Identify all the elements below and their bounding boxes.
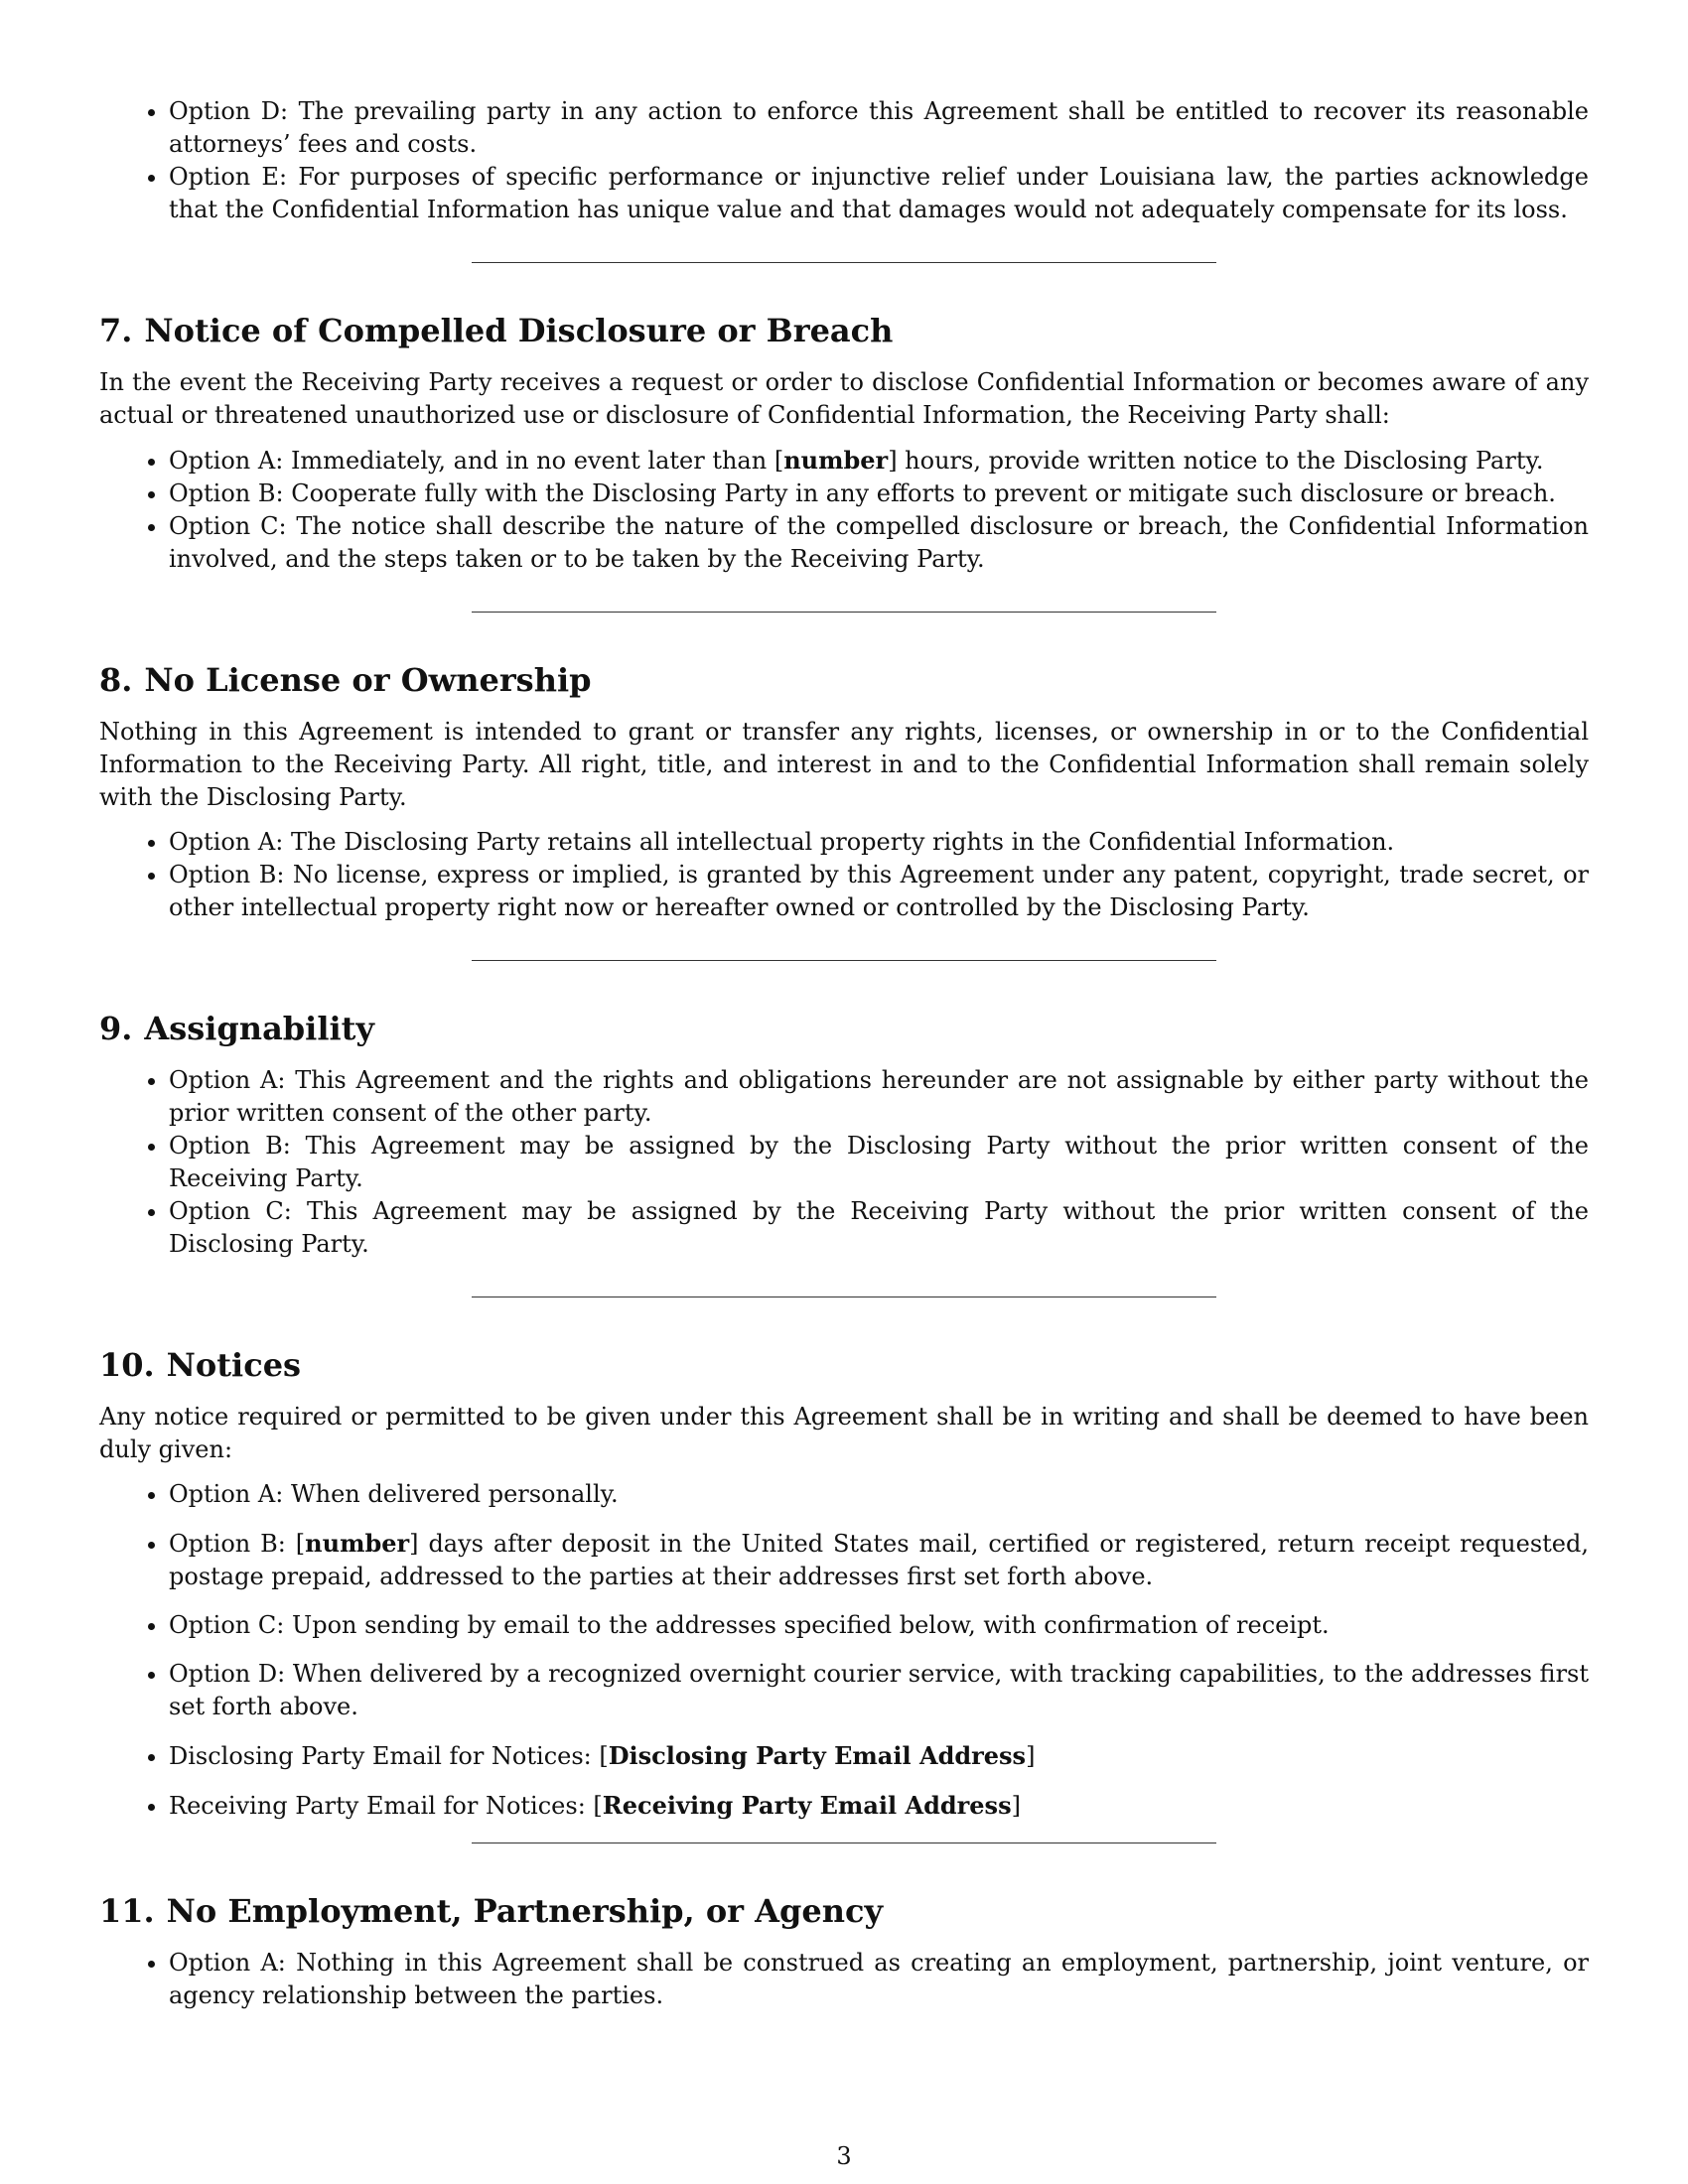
list-item: • Option A: Immediately, and in no event later than [number] hours, provide written notice to the Disclosing Party. <box>169 444 1589 478</box>
list-item: • Option A: When delivered personally. <box>169 1478 1589 1511</box>
section-title: Notices <box>166 1346 302 1384</box>
section-divider <box>472 960 1216 961</box>
list-item: • Disclosing Party Email for Notices: [Disclosing Party Email Address] <box>169 1739 1589 1773</box>
section-8-options-list <box>99 826 1589 924</box>
section-10-intro: Any notice required or permitted to be given under this Agreement shall be in writing and shall be deemed to have been duly given: <box>99 1403 1589 1463</box>
section-number: 8. <box>99 661 133 699</box>
page-number: 3 <box>836 2142 852 2170</box>
section-6-options-list <box>99 95 1589 226</box>
list-item: • Option A: Nothing in this Agreement shall be construed as creating an employment, partnership, joint venture, or agency relationship between the parties. <box>169 1947 1589 2012</box>
section-8-intro: Nothing in this Agreement is intended to grant or transfer any rights, licenses, or ownership in or to the Confidential Information to the Receiving Party. All right, title, and interest in and to the Confidential Information shall remain solely with the Disclosing Party. <box>99 718 1589 811</box>
section-divider <box>472 262 1216 263</box>
section-9-heading <box>99 1009 1589 1048</box>
section-title: No Employment, Partnership, or Agency <box>166 1892 884 1930</box>
section-10-heading <box>99 1345 1589 1385</box>
section-title: No License or Ownership <box>144 661 592 699</box>
section-divider <box>472 612 1216 613</box>
section-number: 7. <box>99 312 133 349</box>
document-page <box>99 95 1589 2012</box>
list-item: • Option A: This Agreement and the rights and obligations hereunder are not assignable by either party without the prior written consent of the other party. <box>169 1064 1589 1130</box>
list-item: • Option B: This Agreement may be assigned by the Disclosing Party without the prior written consent of the Receiving Party. <box>169 1130 1589 1195</box>
section-7-options-list <box>99 444 1589 576</box>
placeholder-number: number <box>305 1529 410 1558</box>
list-item: • Option B: No license, express or implied, is granted by this Agreement under any patent, copyright, trade secret, or other intellectual property right now or hereafter owned or controlled by the Disclosing Party. <box>169 859 1589 924</box>
section-11-heading <box>99 1891 1589 1931</box>
section-title: Notice of Compelled Disclosure or Breach <box>144 312 894 349</box>
list-item: • Option B: Cooperate fully with the Disclosing Party in any efforts to prevent or mitigate such disclosure or breach. <box>169 478 1589 510</box>
section-title: Assignability <box>144 1010 375 1047</box>
list-item: • Option A: The Disclosing Party retains all intellectual property rights in the Confidential Information. <box>169 826 1589 859</box>
placeholder-disclosing-email: Disclosing Party Email Address <box>608 1741 1027 1770</box>
section-9-options-list <box>99 1064 1589 1261</box>
list-item: • Receiving Party Email for Notices: [Receiving Party Email Address] <box>169 1789 1589 1823</box>
list-item: • Option E: For purposes of specific performance or injunctive relief under Louisiana law, the parties acknowledge that the Confidential Information has unique value and that damages would not adequately compensate for its loss. <box>169 161 1589 226</box>
placeholder-number: number <box>783 446 889 475</box>
section-11-options-list <box>99 1947 1589 2012</box>
list-item: • Option C: The notice shall describe the nature of the compelled disclosure or breach, the Confidential Information involved, and the steps taken or to be taken by the Receiving Party. <box>169 510 1589 576</box>
list-item: • Option C: This Agreement may be assigned by the Receiving Party without the prior written consent of the Disclosing Party. <box>169 1195 1589 1261</box>
placeholder-receiving-email: Receiving Party Email Address <box>602 1791 1012 1820</box>
section-number: 11. <box>99 1892 155 1930</box>
section-10-options-list <box>99 1478 1589 1823</box>
list-item: • Option D: When delivered by a recognized overnight courier service, with tracking capabilities, to the addresses first set forth above. <box>169 1658 1589 1723</box>
list-item: • Option B: [number] days after deposit in the United States mail, certified or registered, return receipt requested, postage prepaid, addressed to the parties at their addresses first set forth above. <box>169 1527 1589 1593</box>
section-8-heading <box>99 660 1589 700</box>
section-7-intro: In the event the Receiving Party receives a request or order to disclose Confidential Information or becomes aware of any actual or threatened unauthorized use or disclosure of Confidential Information, the Receiving Party shall: <box>99 368 1589 429</box>
section-number: 9. <box>99 1010 133 1047</box>
list-item: • Option C: Upon sending by email to the addresses specified below, with confirmation of receipt. <box>169 1609 1589 1642</box>
list-item: • Option D: The prevailing party in any action to enforce this Agreement shall be entitled to recover its reasonable attorneys’ fees and costs. <box>169 95 1589 161</box>
section-7-heading <box>99 311 1589 350</box>
section-number: 10. <box>99 1346 155 1384</box>
